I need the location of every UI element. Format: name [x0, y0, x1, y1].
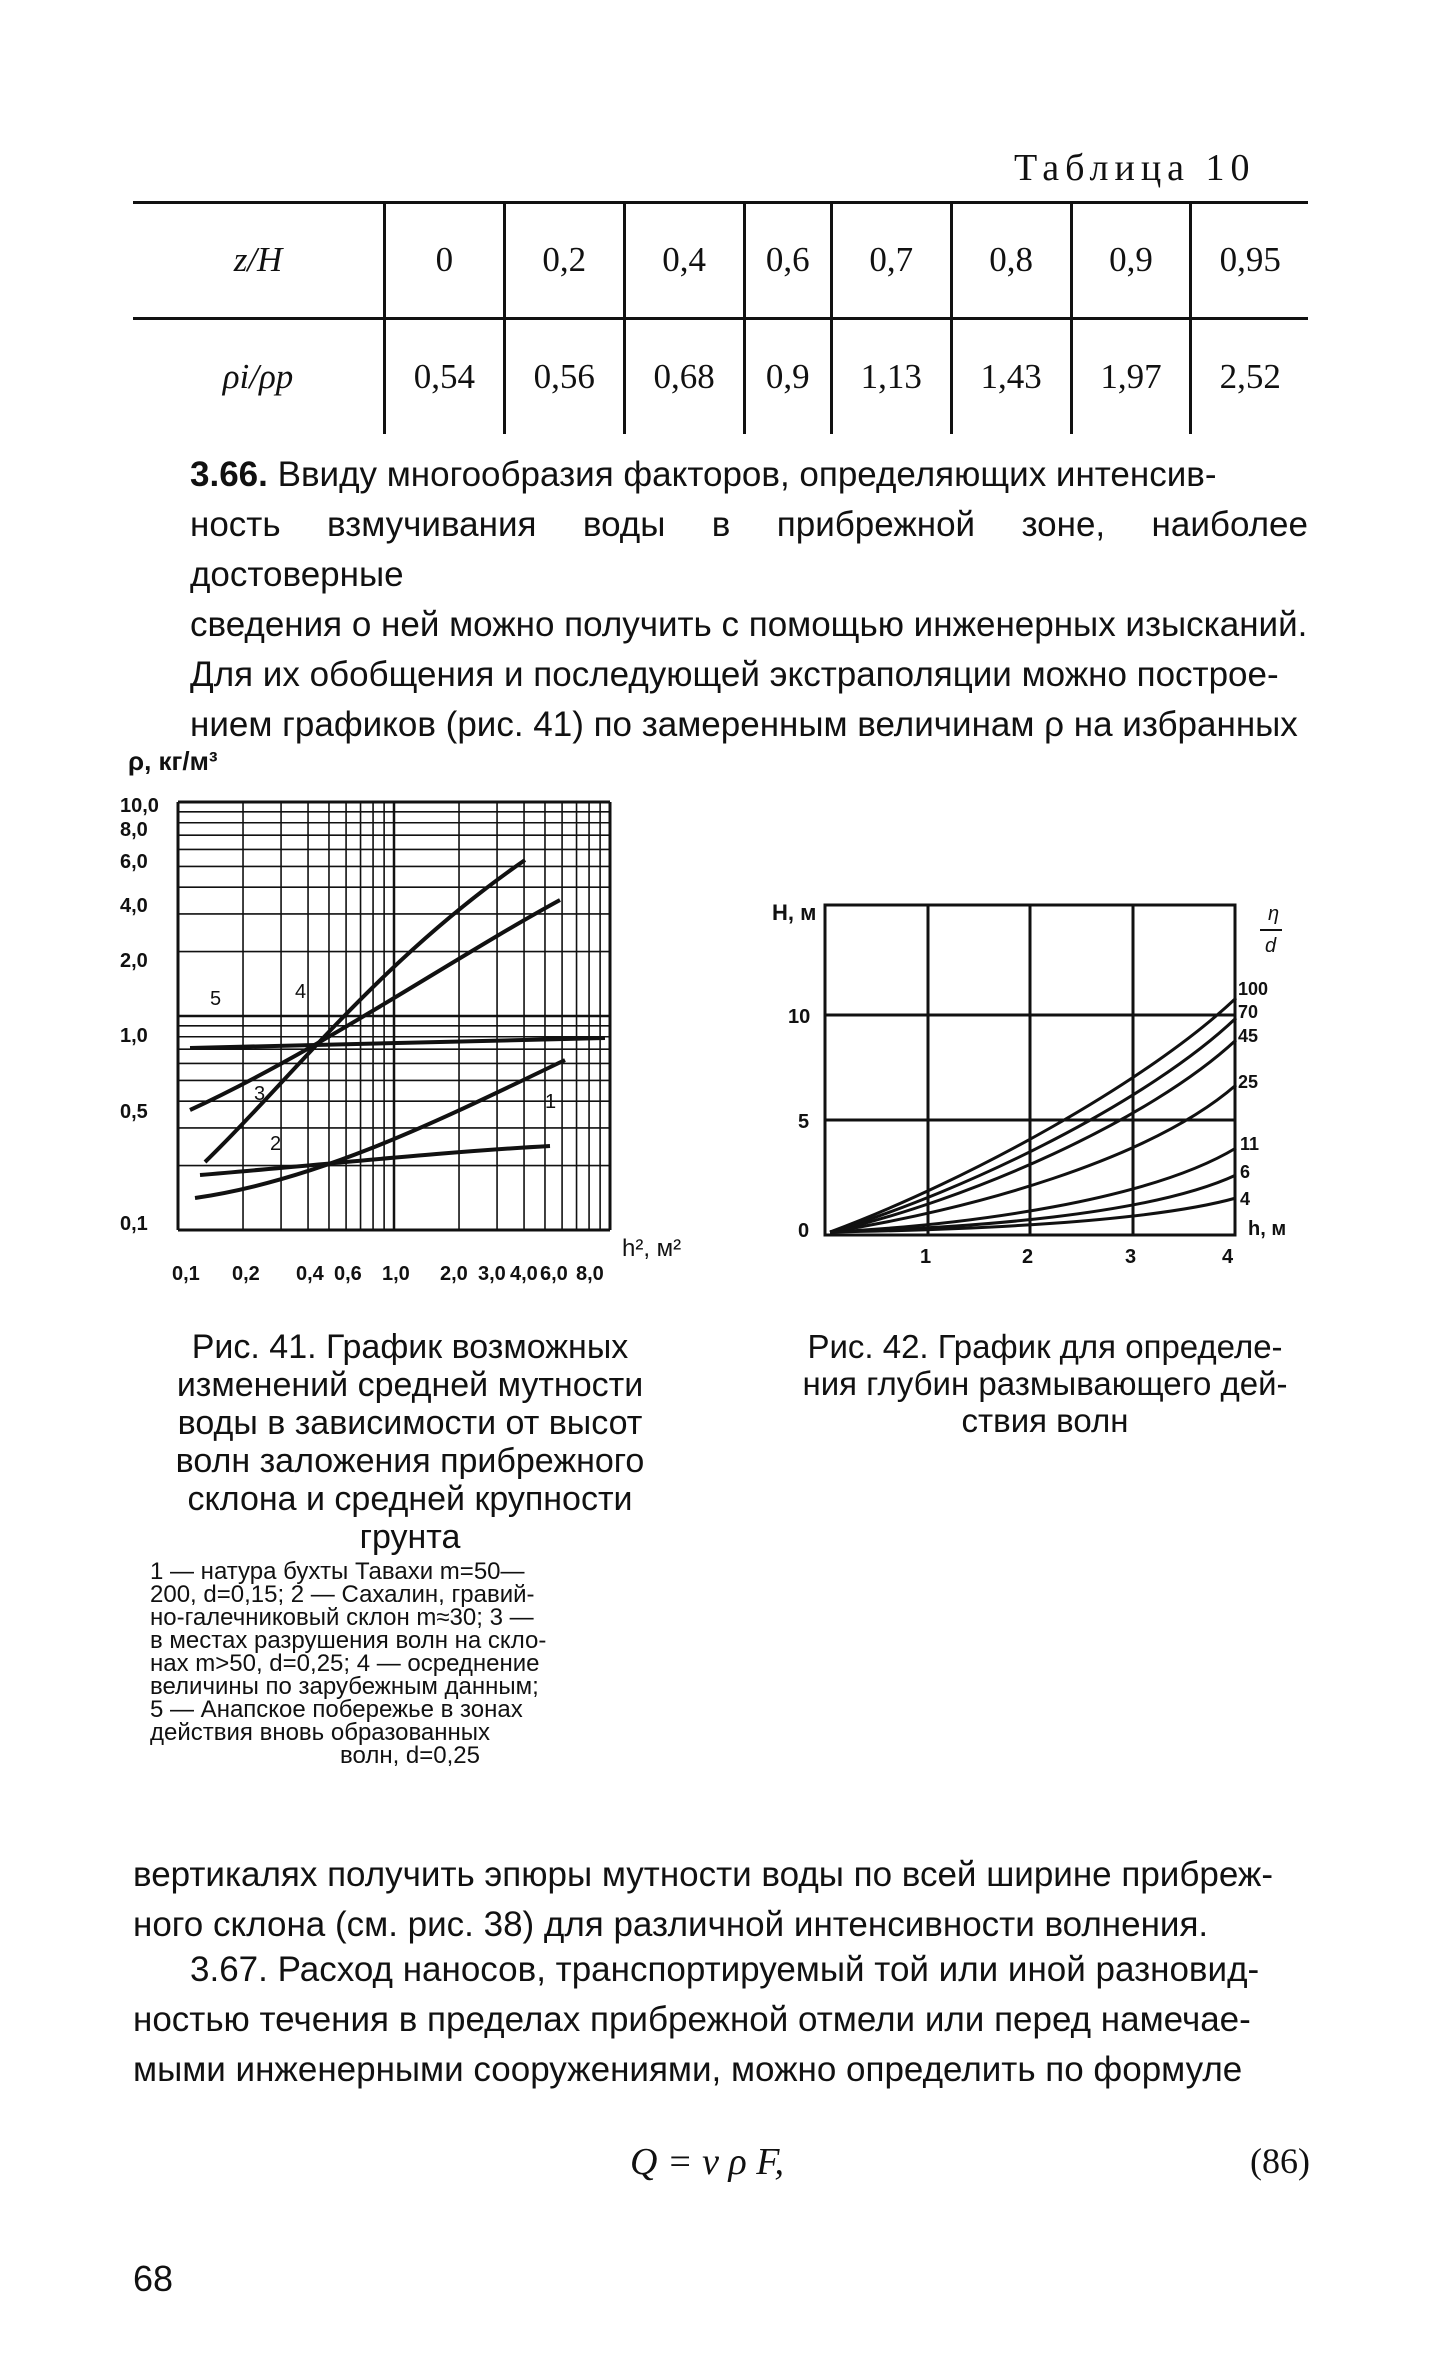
fig42-curve-labels: [1238, 979, 1268, 1209]
y-tick-label: 4,0: [120, 895, 148, 917]
fig41-ylabel: ρ, кг/м³: [128, 746, 218, 776]
figure-42-caption: [780, 1328, 1310, 1439]
x-tick-label: 2,0: [440, 1263, 468, 1285]
y-tick-label: 5: [798, 1111, 810, 1133]
caption-line: Рис. 42. График для определе-: [807, 1328, 1283, 1365]
fig42-y-ticks: [788, 1006, 810, 1242]
x-tick-label: 8,0: [576, 1263, 604, 1285]
paragraph-3-67: [190, 1945, 1308, 1995]
table-cell: 0: [385, 203, 505, 319]
equation-number: (86): [1250, 2141, 1310, 2181]
figure-41-legend: [150, 1560, 670, 1767]
paragraph-number: 3.67.: [190, 1950, 268, 1989]
fig41-grid: [178, 802, 610, 1230]
paragraph-number: 3.66.: [190, 455, 268, 494]
x-tick-label: 0,1: [172, 1263, 200, 1285]
curve-label: 70: [1238, 1002, 1259, 1022]
legend-line: в местах разрушения волн на скло-: [150, 1627, 547, 1654]
table-cell: 2,52: [1191, 319, 1308, 435]
y-tick-label: 0,1: [120, 1213, 148, 1235]
y-tick-label: 2,0: [120, 950, 148, 972]
figure-42-chart: [770, 880, 1310, 1280]
x-tick-label: 4,0: [510, 1263, 538, 1285]
figure-41-caption: [150, 1328, 670, 1556]
table-row: [133, 203, 1308, 319]
curve-label: 25: [1238, 1072, 1259, 1092]
paragraph-3-67-cont: [133, 1995, 1308, 2095]
text-line: Ввиду многообразия факторов, определяющих интенсив-: [277, 455, 1217, 494]
fig41-xlabel: h², м²: [622, 1235, 682, 1262]
x-tick-label: 0,2: [232, 1263, 260, 1285]
caption-line: волн заложения прибрежного: [175, 1442, 645, 1480]
fig42-ratio-top: η: [1268, 903, 1280, 925]
caption-line: ствия волн: [961, 1402, 1129, 1439]
table-cell: 0,9: [1071, 203, 1191, 319]
curve-label: 11: [1240, 1134, 1260, 1154]
x-tick-label: 3,0: [478, 1263, 506, 1285]
x-tick-label: 4: [1222, 1246, 1234, 1268]
table-cell: 1,97: [1071, 319, 1191, 435]
y-tick-label: 8,0: [120, 819, 148, 841]
legend-line: 200, d=0,15; 2 — Сахалин, гравий-: [150, 1581, 535, 1608]
curve-label: 3: [254, 1083, 266, 1105]
fig42-ylabel: H, м: [772, 900, 817, 925]
fig41-curves: [190, 860, 605, 1198]
legend-line: нах m>50, d=0,25; 4 — осреднение: [150, 1650, 540, 1677]
curve-5: [190, 1038, 605, 1048]
y-tick-label: 10: [788, 1006, 811, 1028]
caption-line: изменений средней мутности: [176, 1366, 644, 1404]
curve-label: 100: [1238, 979, 1269, 999]
x-tick-label: 1: [920, 1246, 932, 1268]
y-tick-label: 0: [798, 1220, 810, 1242]
table-cell: 1,13: [831, 319, 951, 435]
table-cell: 0,7: [831, 203, 951, 319]
text-line: мыми инженерными сооружениями, можно определить по формуле: [133, 2050, 1243, 2089]
table-cell: 1,43: [951, 319, 1071, 435]
fig41-x-ticks: [172, 1263, 604, 1285]
fig42-x-ticks: [920, 1246, 1234, 1268]
table-10: [133, 203, 1308, 434]
legend-line: но-галечниковый склон m≈30; 3 —: [150, 1604, 534, 1631]
curve-4: [190, 900, 560, 1110]
x-tick-label: 0,6: [334, 1263, 362, 1285]
table-cell: 0,56: [504, 319, 624, 435]
y-tick-label: 6,0: [120, 851, 148, 873]
table-cell: 0,4: [624, 203, 744, 319]
fig41-curve-labels: [210, 981, 556, 1155]
row-label-rho: ρi/ρp: [222, 357, 294, 396]
table-cell: 0,9: [744, 319, 831, 435]
caption-line: грунта: [359, 1518, 461, 1556]
legend-line: 1 — натура бухты Тавахи m=50—: [150, 1558, 525, 1585]
curve-3: [205, 860, 525, 1162]
y-tick-label: 0,5: [120, 1101, 148, 1123]
y-tick-label: 1,0: [120, 1025, 148, 1047]
x-tick-label: 3: [1125, 1246, 1137, 1268]
table-cell: 0,2: [504, 203, 624, 319]
legend-line: величины по зарубежным данным;: [150, 1673, 539, 1700]
curve-label: 1: [545, 1091, 557, 1113]
curve-label: 4: [1240, 1189, 1251, 1209]
table-cell: 0,54: [385, 319, 505, 435]
paragraph-continuation: [133, 1850, 1308, 1950]
caption-line: ния глубин размывающего дей-: [802, 1365, 1288, 1402]
x-tick-label: 6,0: [540, 1263, 568, 1285]
legend-line: действия вновь образованных: [150, 1719, 491, 1746]
table-cell: 0,68: [624, 319, 744, 435]
fig41-y-ticks: [120, 795, 159, 1235]
table-row: [133, 319, 1308, 435]
text-line: ность взмучивания воды в прибрежной зоне, наиболее достоверные: [190, 505, 1308, 594]
formula: Q = v ρ F,: [630, 2141, 785, 2183]
fig42-ratio-bottom: d: [1265, 935, 1277, 957]
figure-41-chart: [120, 740, 720, 1300]
table-cell: 0,6: [744, 203, 831, 319]
x-tick-label: 1,0: [382, 1263, 410, 1285]
curve-label: 5: [210, 988, 222, 1010]
x-tick-label: 2: [1022, 1246, 1034, 1268]
legend-line: 5 — Анапское побережье в зонах: [150, 1696, 523, 1723]
curve-label: 2: [270, 1133, 282, 1155]
caption-line: воды в зависимости от высот: [177, 1404, 643, 1442]
text-line: ностью течения в пределах прибрежной отмели или перед намечае-: [133, 2000, 1251, 2039]
curve-label: 6: [1240, 1162, 1251, 1182]
text-line: вертикалях получить эпюры мутности воды по всей ширине прибреж-: [133, 1855, 1273, 1894]
table-caption: Таблица 10: [1014, 147, 1256, 189]
fig42-xlabel: h, м: [1248, 1218, 1287, 1240]
caption-line: склона и средней крупности: [187, 1480, 633, 1518]
page-number: 68: [133, 2258, 174, 2299]
curve-label: 45: [1238, 1026, 1259, 1046]
table-cell: 0,95: [1191, 203, 1308, 319]
fig42-curves: [830, 998, 1236, 1232]
paragraph-3-66: [190, 450, 1308, 750]
table-cell: 0,8: [951, 203, 1071, 319]
text-line: ного склона (см. рис. 38) для различной интенсивности волнения.: [133, 1905, 1209, 1944]
y-tick-label: 10,0: [120, 795, 159, 817]
caption-line: Рис. 41. График возможных: [191, 1328, 629, 1366]
legend-line: волн, d=0,25: [340, 1742, 480, 1769]
curve-label: 4: [295, 981, 307, 1003]
text-line: сведения о ней можно получить с помощью инженерных изысканий.: [190, 605, 1308, 644]
x-tick-label: 0,4: [296, 1263, 324, 1285]
text-line: Расход наносов, транспортируемый той или иной разновид-: [277, 1950, 1260, 1989]
text-line: Для их обобщения и последующей экстраполяции можно построе-: [190, 655, 1279, 694]
text-line: нием графиков (рис. 41) по замеренным величинам ρ на избранных: [190, 705, 1298, 744]
row-label-zh: z/H: [133, 203, 385, 319]
